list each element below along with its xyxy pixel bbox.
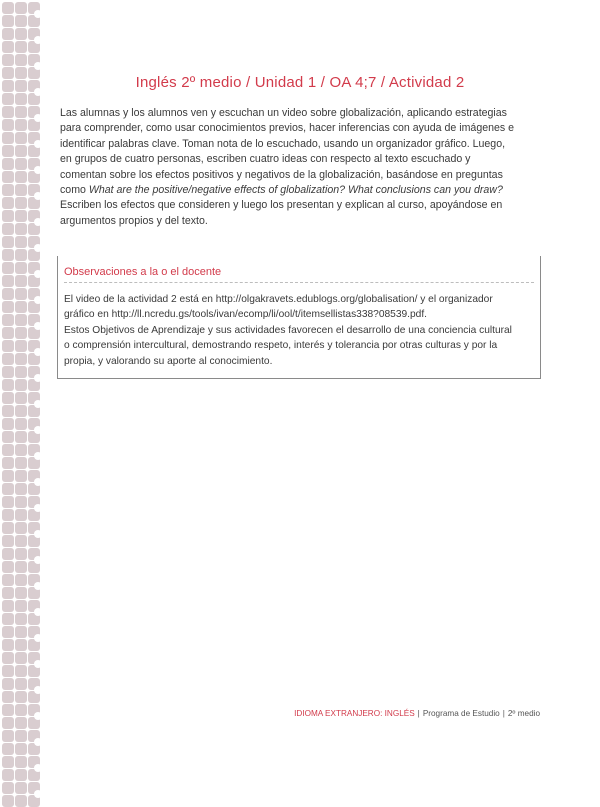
footer-separator: | [502,709,505,718]
decorative-tile [2,28,14,40]
teacher-notes-text [64,292,534,369]
decorative-notch [34,400,42,408]
decorative-tile [2,522,14,534]
decorative-tile [2,119,14,131]
decorative-tile [15,275,27,287]
note-line: propia, y valorando su aporte al conocimiento. [64,355,273,367]
decorative-tile [15,210,27,222]
decorative-tile [2,340,14,352]
body-line-questions [60,183,542,198]
decorative-tile [2,613,14,625]
decorative-tile [2,405,14,417]
decorative-tile [15,496,27,508]
teacher-notes-heading: Observaciones a la o el docente [64,266,222,278]
decorative-tile [2,470,14,482]
decorative-tile [15,535,27,547]
decorative-notch [34,296,42,304]
decorative-notch [34,452,42,460]
page-footer [294,709,540,718]
decorative-notch [34,36,42,44]
decorative-tile [15,106,27,118]
decorative-tile [2,41,14,53]
decorative-tile [15,639,27,651]
decorative-tile [2,691,14,703]
heading-divider [64,282,534,283]
activity-description [60,106,542,229]
decorative-tile [15,145,27,157]
decorative-notch [34,660,42,668]
decorative-tile [2,314,14,326]
decorative-tile [2,145,14,157]
decorative-tile [15,483,27,495]
decorative-tile [2,236,14,248]
decorative-notch [34,348,42,356]
note-line: El video de la actividad 2 está en http://olgakravets.edublogs.org/globalisation/ y el organizador [64,294,493,305]
decorative-tile [15,522,27,534]
note-line: Estos Objetivos de Aprendizaje y sus actividades favorecen el desarrollo de una conciencia cultural [64,324,512,336]
decorative-tile [2,158,14,170]
decorative-tile [15,340,27,352]
activity-title: Inglés 2º medio / Unidad 1 / OA 4;7 / Actividad 2 [135,74,465,91]
decorative-tile [15,431,27,443]
decorative-tile [15,197,27,209]
decorative-tile [15,769,27,781]
decorative-tile [15,405,27,417]
decorative-tile [15,665,27,677]
footer-program: Programa de Estudio [422,709,500,718]
decorative-tile [2,444,14,456]
decorative-tile [15,691,27,703]
decorative-tile [2,743,14,755]
decorative-tile [2,782,14,794]
decorative-tile [15,379,27,391]
decorative-tile [15,626,27,638]
decorative-side-strip [0,0,40,800]
decorative-tile [2,54,14,66]
decorative-tile [2,730,14,742]
decorative-tile [15,392,27,404]
decorative-notch [34,712,42,720]
decorative-tile [2,366,14,378]
decorative-tile [15,613,27,625]
decorative-notch [34,634,42,642]
decorative-tile [15,236,27,248]
decorative-tile [15,743,27,755]
body-line: Las alumnas y los alumnos ven y escuchan un video sobre globalización, aplicando estrategias [60,107,507,119]
decorative-tile [2,93,14,105]
note-line: gráfico en http://ll.ncredu.gs/tools/ivan/ecomp/li/ool/t/itemsellistas338?08539.pdf. [64,309,427,321]
decorative-tile [15,782,27,794]
decorative-tile [15,470,27,482]
decorative-tile [15,652,27,664]
decorative-tile [15,158,27,170]
decorative-tile [15,54,27,66]
decorative-tile [15,730,27,742]
decorative-tile [15,301,27,313]
decorative-tile [2,509,14,521]
decorative-tile [2,626,14,638]
footer-grade: 2º medio [507,709,540,718]
footer-subject: IDIOMA EXTRANJERO: INGLÉS [294,709,415,718]
decorative-tile [2,184,14,196]
decorative-notch [34,504,42,512]
decorative-tile [2,275,14,287]
decorative-tile [2,665,14,677]
decorative-tile [2,483,14,495]
decorative-notch [34,244,42,252]
decorative-tile [2,548,14,560]
decorative-tile [2,678,14,690]
decorative-tile [15,795,27,807]
decorative-tile [15,444,27,456]
decorative-tile [15,184,27,196]
decorative-tile [2,197,14,209]
decorative-tile [2,249,14,261]
decorative-tile [15,587,27,599]
decorative-notch [34,608,42,616]
decorative-tile [15,67,27,79]
decorative-tile [2,756,14,768]
decorative-notch [34,530,42,538]
decorative-tile [15,41,27,53]
decorative-tile [2,587,14,599]
decorative-tile [2,600,14,612]
decorative-tile [15,366,27,378]
decorative-tile [15,717,27,729]
decorative-tile [2,210,14,222]
decorative-notch [34,114,42,122]
decorative-notch [34,478,42,486]
decorative-tile [15,262,27,274]
decorative-tile [15,314,27,326]
body-line: Escriben los efectos que consideren y luego los presentan y explican al curso, apoyándose en [60,199,503,212]
decorative-notch [34,140,42,148]
body-line-prefix: como [60,184,89,197]
decorative-tile [15,548,27,560]
decorative-tile [15,15,27,27]
decorative-tile [2,67,14,79]
decorative-tile [2,327,14,339]
footer-separator: | [417,709,420,718]
decorative-tile [15,171,27,183]
decorative-tile [2,418,14,430]
decorative-tile [2,795,14,807]
decorative-tile [2,223,14,235]
body-line: argumentos propios y del texto. [60,214,208,227]
decorative-notch [34,556,42,564]
decorative-notch [34,322,42,330]
decorative-tile [15,327,27,339]
decorative-tile [15,28,27,40]
decorative-tile [15,223,27,235]
decorative-tile [2,704,14,716]
body-line: identificar palabras clave. Toman nota de lo escuchado, usando un organizador gráfico. Luego, [60,137,506,150]
decorative-tile [2,574,14,586]
decorative-notch [34,10,42,18]
body-line: en grupos de cuatro personas, escriben cuatro ideas con respecto al texto escuchado y [60,153,471,166]
decorative-notch [34,374,42,382]
decorative-tile [15,509,27,521]
decorative-tile [15,288,27,300]
decorative-tile [15,574,27,586]
decorative-tile [2,262,14,274]
decorative-tile [15,600,27,612]
decorative-tile [2,15,14,27]
decorative-notch [34,88,42,96]
decorative-notch [34,166,42,174]
decorative-notch [34,686,42,694]
decorative-tile [2,717,14,729]
decorative-notch [34,192,42,200]
body-line: comentan sobre los efectos positivos y negativos de la globalización, basándose en preguntas [60,168,503,181]
decorative-tile [2,457,14,469]
body-line: para comprender, como usar conocimientos previos, hacer inferencias con ayuda de imágenes e [60,122,515,135]
decorative-tile [2,301,14,313]
guiding-questions: What are the positive/negative effects of globalization? What conclusions can you draw? [88,184,503,197]
decorative-notch [34,426,42,434]
decorative-tile [15,704,27,716]
note-line: o comprensión intercultural, demostrando respeto, interés y tolerancia por otras culturas y por la [64,340,498,352]
decorative-tile [15,561,27,573]
decorative-tile [15,418,27,430]
decorative-tile [15,80,27,92]
decorative-tile [2,392,14,404]
decorative-tile [15,678,27,690]
decorative-notch [34,790,42,798]
decorative-tile [2,2,14,14]
decorative-notch [34,62,42,70]
decorative-tile [15,93,27,105]
decorative-tile [2,535,14,547]
decorative-tile [15,457,27,469]
decorative-tile [2,652,14,664]
decorative-tile [2,496,14,508]
decorative-tile [2,132,14,144]
teacher-notes-box [57,256,541,379]
decorative-tile [15,132,27,144]
decorative-tile [2,106,14,118]
decorative-tile [15,2,27,14]
decorative-tile [2,171,14,183]
decorative-notch [34,270,42,278]
decorative-tile [2,353,14,365]
decorative-notch [34,582,42,590]
decorative-notch [34,738,42,746]
decorative-tile [2,431,14,443]
decorative-tile [15,119,27,131]
decorative-tile [2,379,14,391]
decorative-notch [34,764,42,772]
decorative-notch [34,218,42,226]
decorative-tile [2,769,14,781]
decorative-tile [15,756,27,768]
decorative-tile [2,639,14,651]
decorative-tile [2,80,14,92]
decorative-tile [2,288,14,300]
decorative-tile [15,353,27,365]
decorative-tile [15,249,27,261]
decorative-tile [2,561,14,573]
